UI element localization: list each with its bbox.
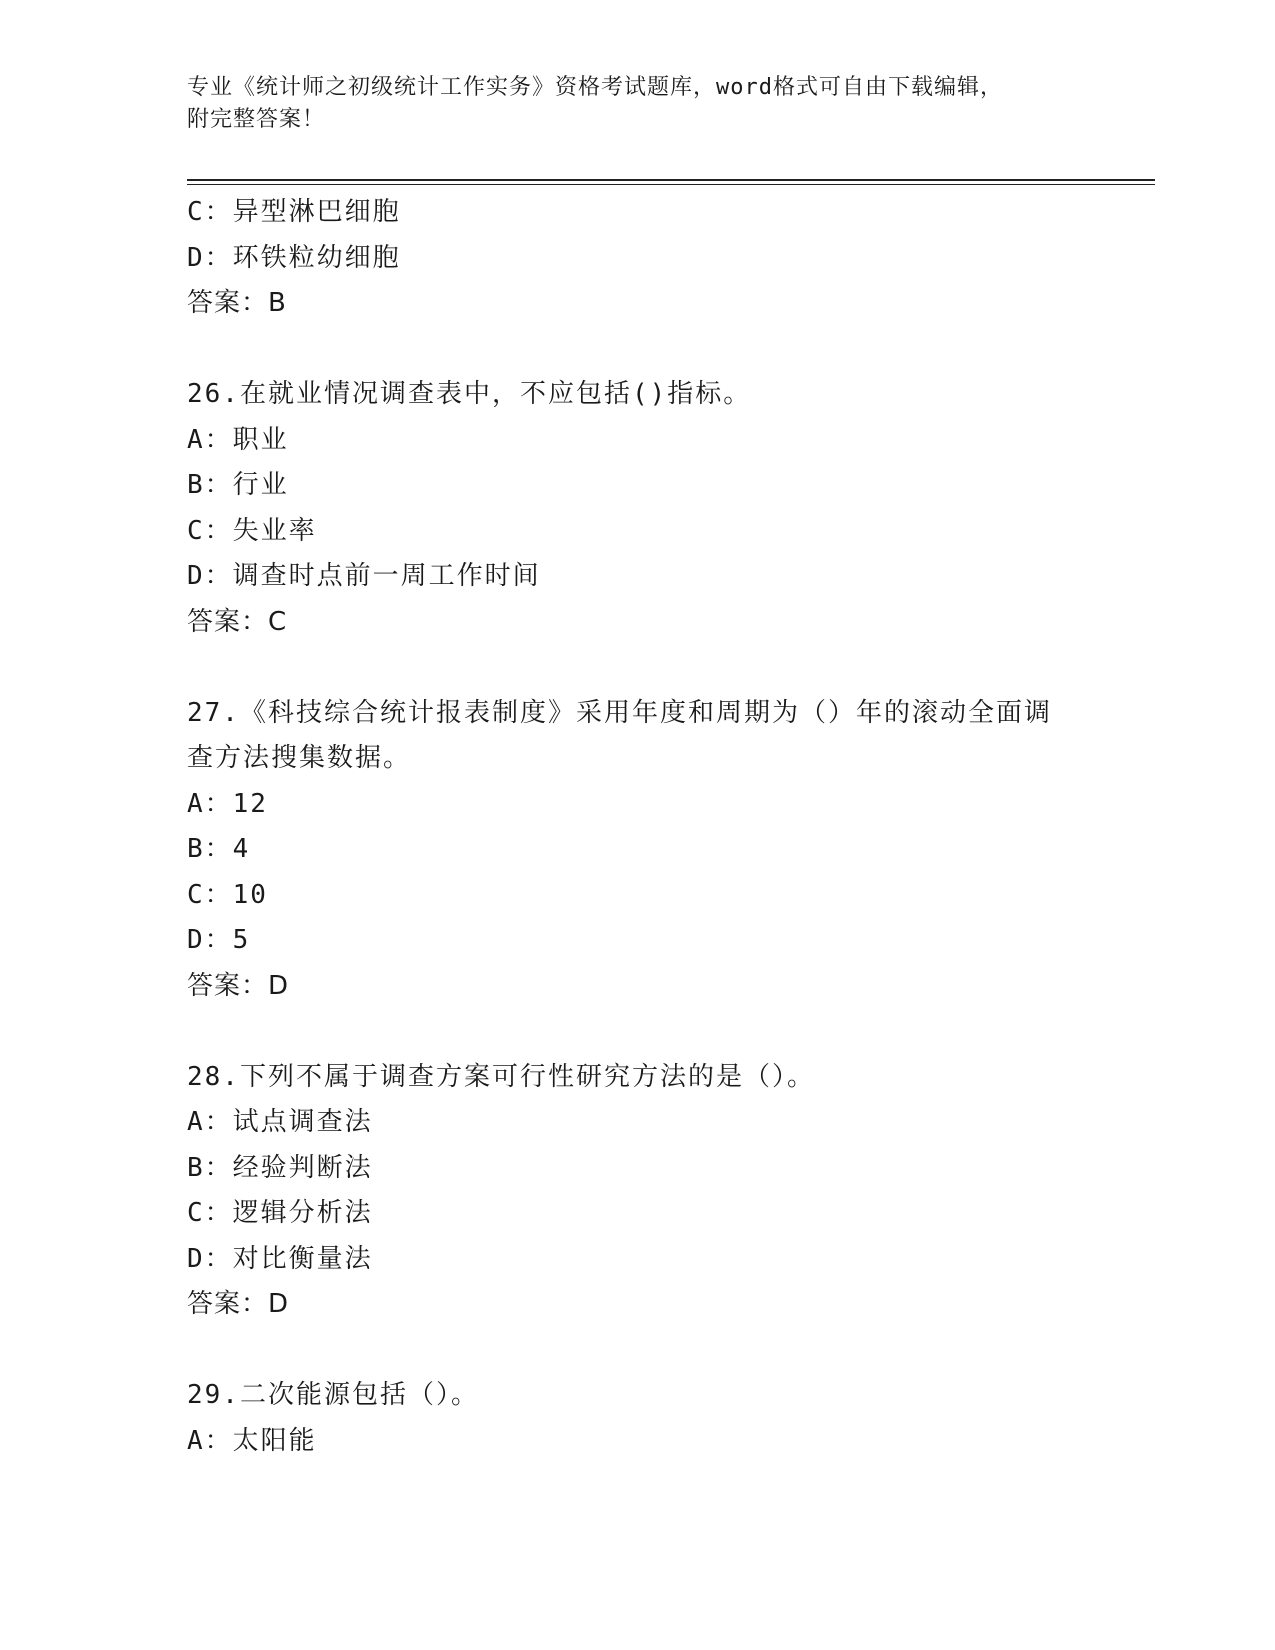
question-list — [187, 190, 1087, 1464]
question-26-stem: 26.在就业情况调查表中，不应包括()指标。 — [187, 379, 752, 409]
header-line-1: 专业《统计师之初级统计工作实务》资格考试题库，word格式可自由下载编辑， — [187, 75, 1003, 100]
option-a: A：试点调查法 — [187, 1107, 373, 1137]
question-27-stem-line-2: 查方法搜集数据。 — [187, 743, 412, 773]
question-29-stem: 29.二次能源包括（）。 — [187, 1380, 479, 1410]
header-line-2: 附完整答案！ — [187, 107, 326, 132]
option-b: B：行业 — [187, 470, 289, 500]
option-c: C：10 — [187, 879, 268, 910]
spacer — [187, 1009, 1087, 1055]
spacer — [187, 327, 1087, 373]
answer-line: 答案：D — [187, 1289, 290, 1319]
option-a: A：太阳能 — [187, 1425, 317, 1456]
answer-line: 答案：D — [187, 970, 290, 1001]
document-header — [187, 72, 1087, 136]
option-d: D：调查时点前一周工作时间 — [187, 561, 541, 591]
question-27-stem-line-1: 27.《科技综合统计报表制度》采用年度和周期为（）年的滚动全面调 — [187, 697, 1052, 728]
option-c: C：失业率 — [187, 515, 317, 546]
option-d: D：环铁粒幼细胞 — [187, 242, 401, 273]
question-28-stem: 28.下列不属于调查方案可行性研究方法的是（）。 — [187, 1061, 815, 1092]
option-c: C：逻辑分析法 — [187, 1198, 373, 1228]
option-a: A：职业 — [187, 424, 289, 455]
option-a: A：12 — [187, 788, 268, 819]
option-d: D：5 — [187, 925, 251, 955]
spacer — [187, 1328, 1087, 1374]
answer-line: 答案：C — [187, 606, 288, 637]
header-divider — [187, 179, 1155, 185]
spacer — [187, 645, 1087, 691]
option-b: B：经验判断法 — [187, 1152, 373, 1183]
option-d: D：对比衡量法 — [187, 1243, 373, 1274]
option-c: C：异型淋巴细胞 — [187, 197, 401, 227]
answer-line: 答案：B — [187, 288, 287, 318]
option-b: B：4 — [187, 834, 251, 864]
